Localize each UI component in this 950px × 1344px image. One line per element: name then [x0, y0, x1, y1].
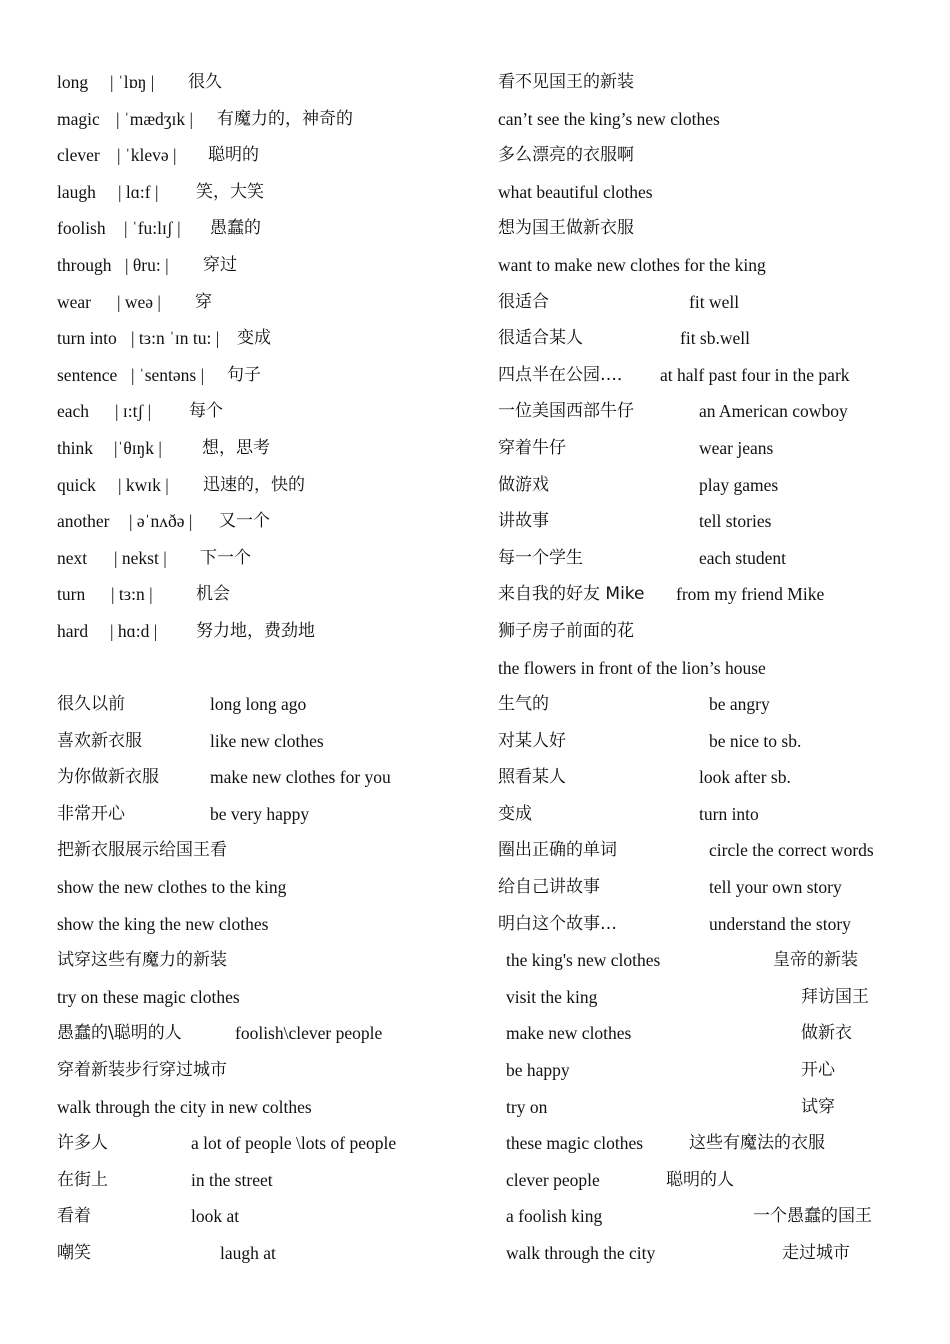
- phrase-row: [498, 1162, 918, 1199]
- phrase-row: [57, 796, 467, 833]
- phrase-row: [498, 723, 918, 760]
- phrase-english: try on these magic clothes: [57, 986, 240, 1007]
- phrase-row: [57, 1198, 467, 1235]
- phrase-row: [498, 284, 918, 321]
- phrase-row: [498, 1125, 918, 1162]
- phrase-chinese: 把新衣服展示给国王看: [57, 840, 227, 861]
- phrase-english: foolish\clever people: [235, 1023, 383, 1044]
- phrase-chinese: 试穿: [801, 1096, 835, 1117]
- vocab-phonetic: | hɑ:d |: [110, 620, 158, 641]
- vocab-row: [57, 284, 467, 321]
- phrase-chinese: 这些有魔法的衣服: [689, 1133, 825, 1154]
- phrase-english: can’t see the king’s new clothes: [498, 108, 720, 129]
- vocab-word: through: [57, 254, 112, 275]
- phrase-row: [57, 723, 467, 760]
- vocab-meaning: 穿过: [203, 254, 237, 275]
- phrase-english: understand the story: [709, 913, 851, 934]
- vocab-meaning: 机会: [196, 584, 230, 605]
- phrase-row: [498, 906, 918, 943]
- vocab-word: another: [57, 511, 110, 532]
- phrase-row: [498, 1089, 918, 1126]
- phrase-english: walk through the city: [506, 1243, 656, 1263]
- phrase-english: like new clothes: [210, 730, 324, 751]
- vocab-word: hard: [57, 620, 89, 641]
- phrase-chinese: 来自我的好友 Mike: [498, 584, 645, 605]
- phrase-row: [498, 393, 918, 430]
- phrase-row: [498, 467, 918, 504]
- phrase-english: walk through the city in new colthes: [57, 1096, 312, 1117]
- phrase-row: [498, 64, 918, 101]
- phrase-english: play games: [699, 474, 779, 495]
- phrase-row: [498, 430, 918, 467]
- vocab-meaning: 句子: [227, 364, 261, 385]
- vocab-phonetic: | θru: |: [125, 254, 169, 275]
- vocab-phonetic: | lɑ:f |: [118, 181, 159, 202]
- vocab-phonetic: | ˈmædʒɪk |: [116, 108, 193, 129]
- vocab-word: sentence: [57, 364, 118, 385]
- right-column: [498, 64, 918, 1272]
- vocab-phonetic: | ɪ:tʃ |: [115, 401, 152, 422]
- vocab-meaning: 笑，大笑: [196, 181, 264, 202]
- vocab-phonetic: |ˈθɪŋk |: [114, 437, 162, 458]
- phrase-chinese: 做游戏: [498, 474, 549, 495]
- phrase-row: [498, 137, 918, 174]
- vocab-word: each: [57, 401, 90, 422]
- phrase-chinese: 许多人: [57, 1133, 108, 1154]
- vocab-meaning: 聪明的: [208, 145, 259, 166]
- phrase-english: be very happy: [210, 803, 310, 824]
- phrase-row: [498, 686, 918, 723]
- phrase-chinese: 一个愚蠢的国王: [753, 1206, 872, 1227]
- phrase-chinese: 看着: [57, 1206, 91, 1227]
- phrase-english: be angry: [709, 694, 770, 715]
- phrase-chinese: 穿着新装步行穿过城市: [57, 1060, 227, 1081]
- vocab-word: long: [57, 72, 89, 92]
- phrase-row: [57, 979, 467, 1016]
- phrase-english: be nice to sb.: [709, 730, 802, 751]
- spacer: [57, 650, 467, 687]
- phrase-chinese: 试穿这些有魔力的新装: [57, 950, 227, 971]
- vocab-meaning: 想，思考: [202, 437, 270, 458]
- phrase-english: show the new clothes to the king: [57, 877, 287, 898]
- vocab-row: [57, 540, 467, 577]
- phrase-chinese: 喜欢新衣服: [57, 730, 142, 751]
- vocab-word: next: [57, 547, 88, 568]
- vocab-word: turn: [57, 584, 86, 605]
- phrase-chinese: 拜访国王: [801, 986, 869, 1007]
- phrase-english: a lot of people \lots of people: [191, 1133, 397, 1154]
- vocab-row: [57, 576, 467, 613]
- phrase-row: [57, 1052, 467, 1089]
- vocab-word: wear: [57, 291, 92, 312]
- vocab-row: [57, 174, 467, 211]
- vocab-meaning: 变成: [237, 328, 271, 349]
- phrase-chinese: 穿着牛仔: [498, 437, 566, 458]
- phrase-row: [498, 576, 918, 613]
- vocab-word: foolish: [57, 218, 106, 239]
- phrase-chinese: 圈出正确的单词: [498, 840, 617, 861]
- phrase-chinese: 狮子房子前面的花: [498, 620, 634, 641]
- vocab-row: [57, 430, 467, 467]
- phrase-chinese: 给自己讲故事: [498, 877, 600, 898]
- vocab-phonetic: | ˈsentəns |: [131, 364, 205, 385]
- vocab-meaning: 迅速的，快的: [203, 474, 305, 495]
- vocab-row: [57, 210, 467, 247]
- phrase-chinese: 讲故事: [498, 511, 549, 532]
- phrase-english: these magic clothes: [506, 1133, 644, 1154]
- phrase-english: laugh at: [220, 1243, 276, 1263]
- vocab-word: quick: [57, 474, 96, 495]
- phrase-english: each student: [699, 547, 786, 568]
- vocab-meaning: 又一个: [219, 511, 270, 532]
- phrase-english: the king's new clothes: [506, 950, 661, 971]
- phrase-chinese: 非常开心: [57, 803, 125, 824]
- vocab-phonetic: | tɜ:n ˈɪn tu: |: [131, 328, 220, 349]
- phrase-english: show the king the new clothes: [57, 913, 269, 934]
- phrase-chinese: 生气的: [498, 694, 549, 715]
- phrase-row: [57, 759, 467, 796]
- phrase-chinese: 皇帝的新装: [773, 950, 858, 971]
- vocab-row: [57, 613, 467, 650]
- phrase-english: visit the king: [506, 986, 598, 1007]
- phrase-row: [498, 1052, 918, 1089]
- phrase-chinese: 嘲笑: [57, 1243, 91, 1263]
- vocab-meaning: 努力地，费劲地: [196, 620, 315, 641]
- phrase-row: [57, 942, 467, 979]
- vocab-phonetic: | nekst |: [114, 547, 167, 568]
- vocab-phonetic: | əˈnʌðə |: [129, 511, 193, 532]
- phrase-row: [57, 1089, 467, 1126]
- phrase-english: turn into: [699, 803, 759, 824]
- vocab-row: [57, 137, 467, 174]
- left-column: [57, 64, 467, 1272]
- phrase-row: [498, 174, 918, 211]
- phrase-english: long long ago: [210, 694, 307, 715]
- phrase-english: from my friend Mike: [676, 584, 825, 605]
- vocab-row: [57, 467, 467, 504]
- vocab-phonetic: | ˈfu:lɪʃ |: [124, 218, 181, 239]
- phrase-row: [57, 686, 467, 723]
- phrase-english: clever people: [506, 1169, 600, 1190]
- vocab-word: think: [57, 437, 93, 458]
- vocab-phonetic: | ˈklevə |: [117, 145, 177, 166]
- phrase-chinese: 四点半在公园…．: [498, 364, 634, 385]
- vocab-phonetic: | weə |: [117, 291, 161, 312]
- phrase-chinese: 对某人好: [498, 730, 566, 751]
- phrase-english: want to make new clothes for the king: [498, 254, 766, 275]
- phrase-english: wear jeans: [699, 437, 774, 458]
- phrase-english: tell your own story: [709, 877, 842, 898]
- vocab-meaning: 每个: [189, 401, 223, 422]
- vocab-row: [57, 101, 467, 138]
- phrase-english: be happy: [506, 1060, 570, 1081]
- phrase-english: the flowers in front of the lion’s house: [498, 657, 766, 678]
- phrase-row: [498, 503, 918, 540]
- vocab-row: [57, 247, 467, 284]
- phrase-english: in the street: [191, 1169, 273, 1190]
- phrase-chinese: 很适合: [498, 291, 549, 312]
- phrase-english: circle the correct words: [709, 840, 874, 861]
- phrase-row: [498, 869, 918, 906]
- phrase-row: [57, 1162, 467, 1199]
- phrase-row: [498, 613, 918, 650]
- vocab-row: [57, 320, 467, 357]
- phrase-english: look at: [191, 1206, 240, 1227]
- phrase-chinese: 一位美国西部牛仔: [498, 401, 634, 422]
- phrase-row: [57, 1235, 467, 1272]
- phrase-english: tell stories: [699, 511, 772, 532]
- vocab-word: laugh: [57, 181, 96, 202]
- vocab-row: [57, 503, 467, 540]
- phrase-chinese: 看不见国王的新装: [498, 72, 634, 92]
- phrase-row: [498, 650, 918, 687]
- phrase-english: at half past four in the park: [660, 364, 850, 385]
- vocab-row: [57, 64, 467, 101]
- phrase-chinese: 在街上: [57, 1169, 108, 1190]
- phrase-row: [498, 247, 918, 284]
- vocab-meaning: 很久: [188, 72, 222, 92]
- phrase-row: [498, 210, 918, 247]
- vocab-phonetic: | ˈlɒŋ |: [110, 72, 155, 92]
- phrase-row: [57, 1015, 467, 1052]
- phrase-row: [498, 101, 918, 138]
- vocab-phonetic: | kwɪk |: [118, 474, 169, 495]
- phrase-chinese: 想为国王做新衣服: [498, 218, 634, 239]
- phrase-chinese: 很适合某人: [498, 328, 583, 349]
- phrase-row: [57, 906, 467, 943]
- phrase-chinese: 愚蠢的\聪明的人: [57, 1023, 182, 1044]
- phrase-english: make new clothes for you: [210, 767, 391, 788]
- phrase-chinese: 明白这个故事…: [498, 913, 617, 934]
- phrase-chinese: 多么漂亮的衣服啊: [498, 145, 634, 166]
- phrase-english: look after sb.: [699, 767, 791, 788]
- phrase-row: [498, 796, 918, 833]
- phrase-english: make new clothes: [506, 1023, 632, 1044]
- phrase-chinese: 做新衣: [801, 1023, 852, 1044]
- vocab-meaning: 有魔力的，神奇的: [217, 108, 353, 129]
- phrase-row: [498, 1235, 918, 1272]
- phrase-row: [498, 1198, 918, 1235]
- phrase-chinese: 很久以前: [57, 694, 125, 715]
- phrase-chinese: 照看某人: [498, 767, 566, 788]
- phrase-row: [498, 540, 918, 577]
- phrase-row: [498, 320, 918, 357]
- phrase-chinese: 变成: [498, 803, 532, 824]
- phrase-chinese: 聪明的人: [666, 1169, 734, 1190]
- vocab-meaning: 下一个: [200, 547, 251, 568]
- phrase-english: fit well: [689, 291, 740, 312]
- vocab-meaning: 愚蠢的: [210, 218, 261, 239]
- phrase-english: a foolish king: [506, 1206, 603, 1227]
- phrase-english: what beautiful clothes: [498, 181, 653, 202]
- phrase-chinese: 为你做新衣服: [57, 767, 159, 788]
- phrase-english: try on: [506, 1096, 548, 1117]
- phrase-row: [57, 1125, 467, 1162]
- phrase-row: [57, 869, 467, 906]
- vocab-word: turn into: [57, 328, 117, 349]
- vocab-row: [57, 357, 467, 394]
- phrase-row: [498, 1015, 918, 1052]
- phrase-chinese: 每一个学生: [498, 547, 583, 568]
- phrase-chinese: 开心: [801, 1060, 835, 1081]
- phrase-english: fit sb.well: [680, 328, 750, 349]
- phrase-chinese: 走过城市: [782, 1243, 850, 1263]
- vocab-word: magic: [57, 108, 100, 129]
- phrase-row: [498, 832, 918, 869]
- vocab-row: [57, 393, 467, 430]
- phrase-english: an American cowboy: [699, 401, 848, 422]
- vocab-meaning: 穿: [195, 291, 212, 312]
- vocab-word: clever: [57, 145, 100, 166]
- phrase-row: [498, 979, 918, 1016]
- vocab-phonetic: | tɜ:n |: [111, 584, 153, 605]
- phrase-row: [498, 357, 918, 394]
- phrase-row: [57, 832, 467, 869]
- phrase-row: [498, 942, 918, 979]
- phrase-row: [498, 759, 918, 796]
